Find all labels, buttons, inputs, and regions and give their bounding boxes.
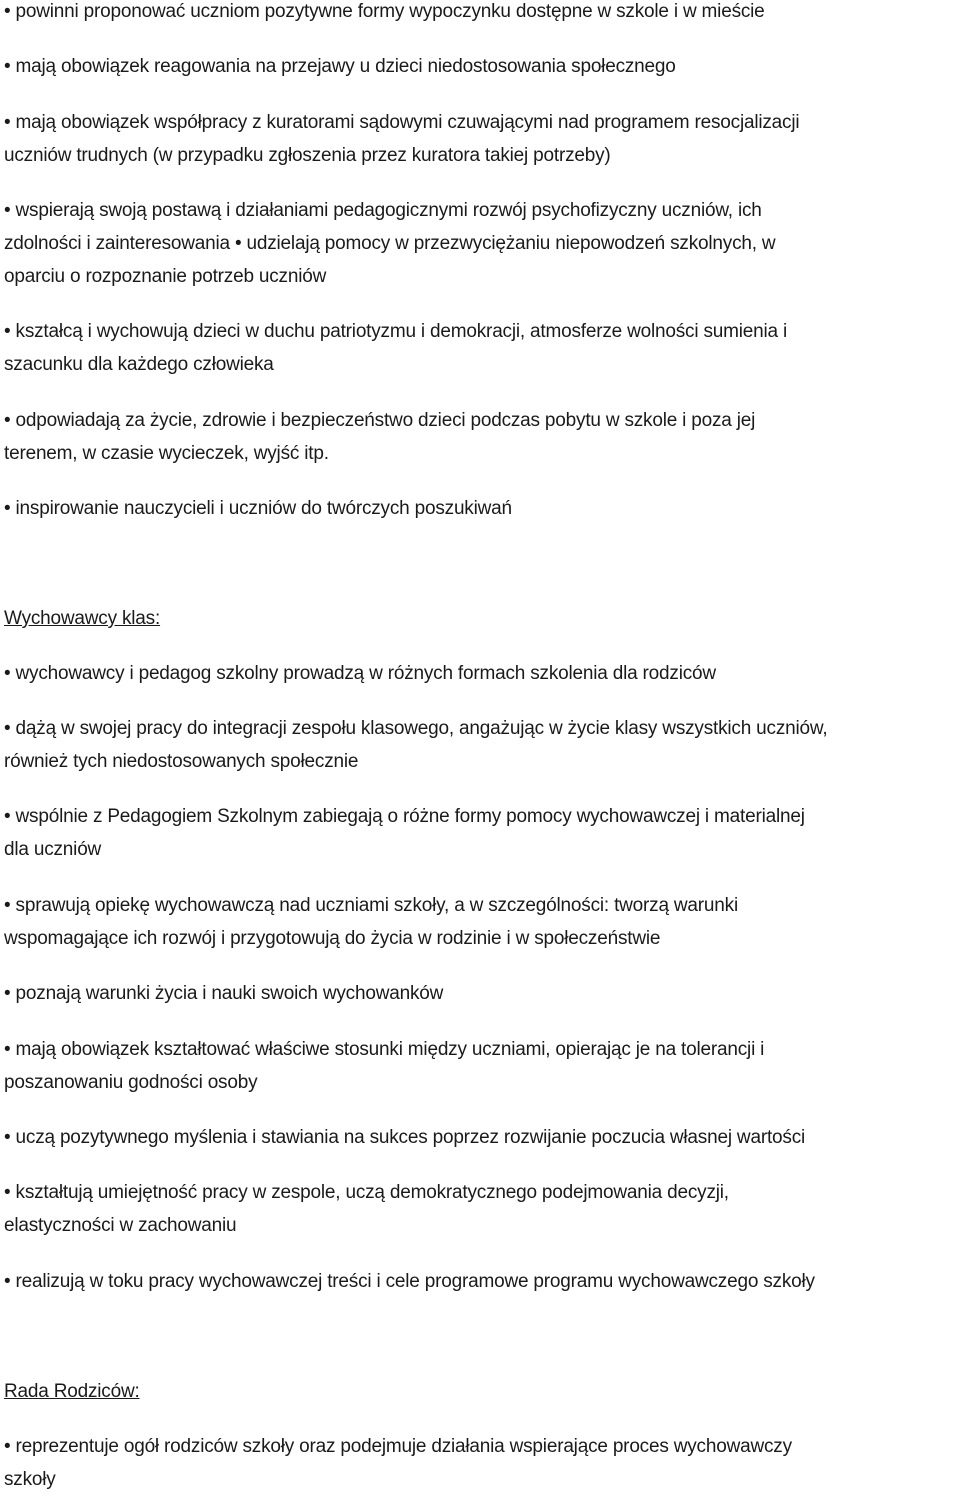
bullet-line: • odpowiadają za życie, zdrowie i bezpieczeństwo dzieci podczas pobytu w szkole i poza jej <box>4 410 756 431</box>
bullet-line: • kształtują umiejętność pracy w zespole, uczą demokratycznego podejmowania decyzji, <box>4 1182 729 1203</box>
text-line: również tych niedostosowanych społecznie <box>4 751 359 772</box>
bullet-line: • poznają warunki życia i nauki swoich wychowanków <box>4 983 444 1004</box>
bullet-line: • inspirowanie nauczycieli i uczniów do twórczych poszukiwań <box>4 498 512 519</box>
bullet-line: • realizują w toku pracy wychowawczej treści i cele programowe programu wychowawczego szkoły <box>4 1271 815 1292</box>
text-line: szkoły <box>4 1469 56 1490</box>
bullet-line: • kształcą i wychowują dzieci w duchu patriotyzmu i demokracji, atmosferze wolności sumienia i <box>4 321 787 342</box>
text-line: oparciu o rozpoznanie potrzeb uczniów <box>4 266 327 287</box>
bullet-line: • dążą w swojej pracy do integracji zespołu klasowego, angażując w życie klasy wszystkich uczniów, <box>4 718 828 739</box>
text-line: zdolności i zainteresowania • udzielają pomocy w przezwyciężaniu niepowodzeń szkolnych, w <box>4 233 776 254</box>
bullet-line: • wspólnie z Pedagogiem Szkolnym zabiegają o różne formy pomocy wychowawczej i materialnej <box>4 806 805 827</box>
bullet-line: • mają obowiązek współpracy z kuratorami sądowymi czuwającymi nad programem resocjalizacji <box>4 112 800 133</box>
bullet-line: • wychowawcy i pedagog szkolny prowadzą w różnych formach szkolenia dla rodziców <box>4 663 716 684</box>
text-line: uczniów trudnych (w przypadku zgłoszenia przez kuratora takiej potrzeby) <box>4 145 611 166</box>
bullet-line: • mają obowiązek reagowania na przejawy u dzieci niedostosowania społecznego <box>4 56 676 77</box>
text-line: elastyczności w zachowaniu <box>4 1215 237 1236</box>
text-line: wspomagające ich rozwój i przygotowują do życia w rodzinie i w społeczeństwie <box>4 928 661 949</box>
bullet-line: • wspierają swoją postawą i działaniami pedagogicznymi rozwój psychofizyczny uczniów, ich <box>4 200 762 221</box>
text-line: dla uczniów <box>4 839 102 860</box>
bullet-line: • mają obowiązek kształtować właściwe stosunki między uczniami, opierając je na tolerancji i <box>4 1039 765 1060</box>
bullet-line: • reprezentuje ogół rodziców szkoły oraz podejmuje działania wspierające proces wychowawczy <box>4 1436 792 1457</box>
text-line: terenem, w czasie wycieczek, wyjść itp. <box>4 443 329 464</box>
text-line: poszanowaniu godności osoby <box>4 1072 258 1093</box>
bullet-line: • powinni proponować uczniom pozytywne formy wypoczynku dostępne w szkole i w mieście <box>4 1 765 22</box>
bullet-line: • sprawują opiekę wychowawczą nad uczniami szkoły, a w szczególności: tworzą warunki <box>4 895 738 916</box>
section-heading: Wychowawcy klas: <box>4 608 161 629</box>
section-heading: Rada Rodziców: <box>4 1381 140 1402</box>
bullet-line: • uczą pozytywnego myślenia i stawiania na sukces poprzez rozwijanie poczucia własnej wartości <box>4 1127 806 1148</box>
text-line: szacunku dla każdego człowieka <box>4 354 274 375</box>
